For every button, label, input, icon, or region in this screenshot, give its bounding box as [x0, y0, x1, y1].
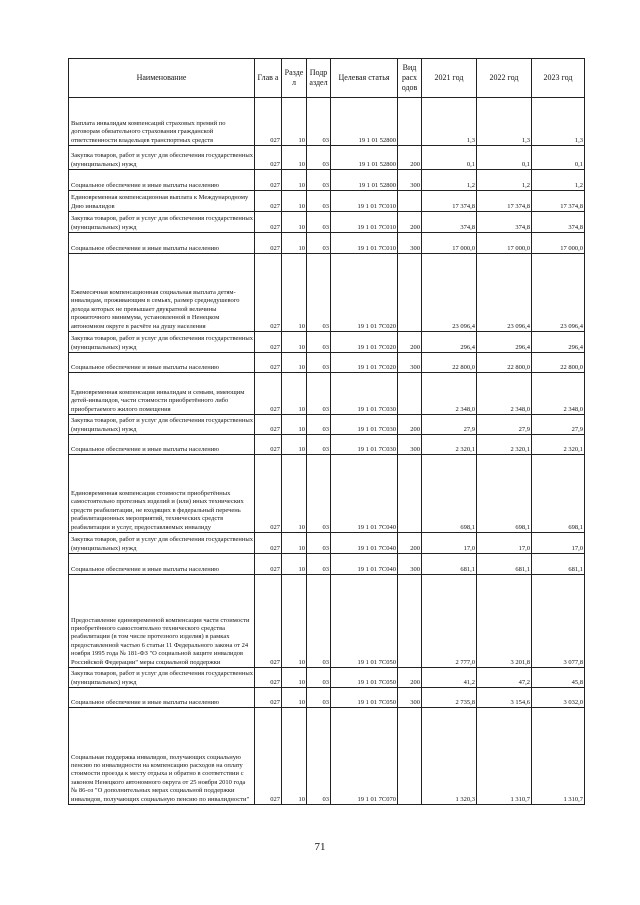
row-podrazdel-cell: 03 — [307, 254, 331, 332]
row-podrazdel-cell: 03 — [307, 455, 331, 533]
row-expense-type-cell: 300 — [398, 688, 422, 708]
row-2021-cell: 23 096,4 — [422, 254, 477, 332]
row-target-cell: 19 1 01 7С050 — [331, 688, 398, 708]
table-row — [69, 191, 585, 212]
row-2021-cell: 1,2 — [422, 170, 477, 191]
table-body — [69, 98, 585, 805]
row-expense-type-cell: 300 — [398, 170, 422, 191]
row-razdel-cell: 10 — [282, 415, 307, 435]
row-expense-type-cell — [398, 98, 422, 146]
row-razdel-cell: 10 — [282, 688, 307, 708]
row-razdel-cell: 10 — [282, 254, 307, 332]
row-podrazdel-cell: 03 — [307, 708, 331, 805]
row-expense-type-cell — [398, 191, 422, 212]
row-2021-cell: 374,8 — [422, 212, 477, 233]
row-target-cell: 19 1 01 7С030 — [331, 373, 398, 415]
row-2021-cell: 1,3 — [422, 98, 477, 146]
row-razdel-cell: 10 — [282, 554, 307, 575]
row-glava-cell: 027 — [255, 373, 282, 415]
row-target-cell: 19 1 01 7С050 — [331, 575, 398, 668]
row-2023-cell: 296,4 — [532, 332, 585, 353]
row-2022-cell: 2 320,1 — [477, 435, 532, 455]
row-podrazdel-cell: 03 — [307, 170, 331, 191]
row-glava-cell: 027 — [255, 170, 282, 191]
row-expense-type-cell: 300 — [398, 554, 422, 575]
row-glava-cell: 027 — [255, 98, 282, 146]
row-2022-cell: 22 800,0 — [477, 353, 532, 373]
row-glava-cell: 027 — [255, 212, 282, 233]
row-razdel-cell: 10 — [282, 98, 307, 146]
row-glava-cell: 027 — [255, 455, 282, 533]
row-2022-cell: 23 096,4 — [477, 254, 532, 332]
row-name-cell: Социальное обеспечение и иные выплаты населению — [69, 353, 255, 373]
row-razdel-cell: 10 — [282, 575, 307, 668]
row-2022-cell: 47,2 — [477, 668, 532, 688]
row-razdel-cell: 10 — [282, 332, 307, 353]
table-row — [69, 533, 585, 554]
row-2022-cell: 374,8 — [477, 212, 532, 233]
table-row — [69, 554, 585, 575]
row-2022-cell: 27,9 — [477, 415, 532, 435]
row-podrazdel-cell: 03 — [307, 191, 331, 212]
row-name-cell: Социальное обеспечение и иные выплаты населению — [69, 435, 255, 455]
table-row — [69, 353, 585, 373]
row-name-cell: Закупка товаров, работ и услуг для обеспечения государственных (муниципальных) нужд — [69, 533, 255, 554]
table-row — [69, 455, 585, 533]
row-name-cell: Единовременная компенсационная выплата к Международному Дню инвалидов — [69, 191, 255, 212]
row-target-cell: 19 1 01 52800 — [331, 146, 398, 170]
row-2021-cell: 27,9 — [422, 415, 477, 435]
table-row — [69, 98, 585, 146]
row-target-cell: 19 1 01 7С040 — [331, 554, 398, 575]
row-razdel-cell: 10 — [282, 233, 307, 254]
budget-table-sheet — [68, 58, 584, 805]
row-target-cell: 19 1 01 7С010 — [331, 233, 398, 254]
row-2021-cell: 41,2 — [422, 668, 477, 688]
row-2021-cell: 2 777,0 — [422, 575, 477, 668]
row-2022-cell: 681,1 — [477, 554, 532, 575]
row-2021-cell: 17 374,8 — [422, 191, 477, 212]
row-name-cell: Закупка товаров, работ и услуг для обеспечения государственных (муниципальных) нужд — [69, 415, 255, 435]
row-expense-type-cell: 200 — [398, 332, 422, 353]
row-expense-type-cell — [398, 455, 422, 533]
row-glava-cell: 027 — [255, 191, 282, 212]
row-expense-type-cell: 200 — [398, 668, 422, 688]
row-expense-type-cell — [398, 254, 422, 332]
row-podrazdel-cell: 03 — [307, 554, 331, 575]
row-2023-cell: 27,9 — [532, 415, 585, 435]
header-year-2021: 2021 год — [422, 59, 477, 98]
row-2023-cell: 1 310,7 — [532, 708, 585, 805]
row-podrazdel-cell: 03 — [307, 98, 331, 146]
header-glava: Глав а — [255, 59, 282, 98]
row-podrazdel-cell: 03 — [307, 533, 331, 554]
row-2023-cell: 698,1 — [532, 455, 585, 533]
row-name-cell: Единовременная компенсация стоимости приобретённых самостоятельно протезных изделий и (или) иных технических средств реабилитации, не входящих в федеральный перечень реабилитационных мероприятий, технических средств реабилитации и услуг, предоставляемых инвалиду — [69, 455, 255, 533]
header-year-2023: 2023 год — [532, 59, 585, 98]
row-glava-cell: 027 — [255, 254, 282, 332]
row-target-cell: 19 1 01 7С020 — [331, 254, 398, 332]
table-row — [69, 435, 585, 455]
row-2022-cell: 296,4 — [477, 332, 532, 353]
row-target-cell: 19 1 01 7С030 — [331, 415, 398, 435]
header-razdel: Разде л — [282, 59, 307, 98]
row-2023-cell: 17 374,8 — [532, 191, 585, 212]
row-target-cell: 19 1 01 7С010 — [331, 212, 398, 233]
row-podrazdel-cell: 03 — [307, 668, 331, 688]
row-2022-cell: 1 310,7 — [477, 708, 532, 805]
row-target-cell: 19 1 01 7С010 — [331, 191, 398, 212]
page-number: 71 — [314, 841, 326, 853]
row-glava-cell: 027 — [255, 668, 282, 688]
row-razdel-cell: 10 — [282, 435, 307, 455]
row-2022-cell: 3 201,8 — [477, 575, 532, 668]
table-row — [69, 233, 585, 254]
row-target-cell: 19 1 01 52800 — [331, 170, 398, 191]
row-name-cell: Ежемесячная компенсационная социальная выплата детям-инвалидам, проживающим в семьях, размер среднедушевого дохода которых не превышает двукратной величины прожиточного минимума, установленной в Ненецком автономном округе в расчёте на душу населения — [69, 254, 255, 332]
row-name-cell: Закупка товаров, работ и услуг для обеспечения государственных (муниципальных) нужд — [69, 146, 255, 170]
row-name-cell: Закупка товаров, работ и услуг для обеспечения государственных (муниципальных) нужд — [69, 332, 255, 353]
row-2021-cell: 681,1 — [422, 554, 477, 575]
row-glava-cell: 027 — [255, 688, 282, 708]
row-target-cell: 19 1 01 7С020 — [331, 353, 398, 373]
table-header-row — [69, 59, 585, 98]
row-2023-cell: 1,3 — [532, 98, 585, 146]
row-podrazdel-cell: 03 — [307, 233, 331, 254]
row-podrazdel-cell: 03 — [307, 688, 331, 708]
row-podrazdel-cell: 03 — [307, 146, 331, 170]
row-expense-type-cell: 300 — [398, 233, 422, 254]
row-podrazdel-cell: 03 — [307, 435, 331, 455]
row-expense-type-cell: 200 — [398, 533, 422, 554]
row-2022-cell: 1,3 — [477, 98, 532, 146]
row-glava-cell: 027 — [255, 415, 282, 435]
row-name-cell: Социальное обеспечение и иные выплаты населению — [69, 233, 255, 254]
row-name-cell: Закупка товаров, работ и услуг для обеспечения государственных (муниципальных) нужд — [69, 212, 255, 233]
row-2023-cell: 22 800,0 — [532, 353, 585, 373]
row-glava-cell: 027 — [255, 533, 282, 554]
row-razdel-cell: 10 — [282, 212, 307, 233]
table-row — [69, 212, 585, 233]
row-2021-cell: 22 800,0 — [422, 353, 477, 373]
header-podrazdel: Подр аздел — [307, 59, 331, 98]
table-row — [69, 575, 585, 668]
header-expense-type: Вид расх одов — [398, 59, 422, 98]
row-podrazdel-cell: 03 — [307, 212, 331, 233]
row-target-cell: 19 1 01 52800 — [331, 98, 398, 146]
row-expense-type-cell — [398, 575, 422, 668]
row-2023-cell: 23 096,4 — [532, 254, 585, 332]
row-name-cell: Социальная поддержка инвалидов, получающих социальную пенсию по инвалидности на компенсацию расходов на оплату стоимости проезда к месту отдыха и обратно в соответствии с законом Ненецкого автономного округа от 25 ноября 2010 года № 86-оз "О дополнительных мерах социальной поддержки инвалидов, получающих социальную пенсию по инвалидности" — [69, 708, 255, 805]
table-row — [69, 332, 585, 353]
row-2023-cell: 2 348,0 — [532, 373, 585, 415]
row-razdel-cell: 10 — [282, 708, 307, 805]
row-glava-cell: 027 — [255, 233, 282, 254]
header-target-article: Целевая статья — [331, 59, 398, 98]
table-row — [69, 415, 585, 435]
row-target-cell: 19 1 01 7С040 — [331, 455, 398, 533]
row-2023-cell: 1,2 — [532, 170, 585, 191]
row-2022-cell: 698,1 — [477, 455, 532, 533]
row-name-cell: Предоставление единовременной компенсации части стоимости приобретённого самостоятельно технического средства реабилитации (в том числе протезного изделия) в рамках предоставленной частью 6 статьи 11 Федерального закона от 24 ноября 1995 года № 181-ФЗ "О социальной защите инвалидов Российской Федерации" меры социальной поддержки — [69, 575, 255, 668]
row-expense-type-cell: 200 — [398, 146, 422, 170]
row-razdel-cell: 10 — [282, 353, 307, 373]
table-row — [69, 668, 585, 688]
row-expense-type-cell: 200 — [398, 212, 422, 233]
row-2022-cell: 17,0 — [477, 533, 532, 554]
budget-table — [68, 58, 585, 805]
row-target-cell: 19 1 01 7С030 — [331, 435, 398, 455]
row-razdel-cell: 10 — [282, 191, 307, 212]
row-glava-cell: 027 — [255, 554, 282, 575]
row-razdel-cell: 10 — [282, 668, 307, 688]
row-glava-cell: 027 — [255, 435, 282, 455]
row-2021-cell: 0,1 — [422, 146, 477, 170]
row-expense-type-cell: 300 — [398, 435, 422, 455]
row-target-cell: 19 1 01 7С050 — [331, 668, 398, 688]
row-target-cell: 19 1 01 7С070 — [331, 708, 398, 805]
row-expense-type-cell — [398, 373, 422, 415]
row-2021-cell: 296,4 — [422, 332, 477, 353]
row-name-cell: Социальное обеспечение и иные выплаты населению — [69, 554, 255, 575]
row-2023-cell: 17,0 — [532, 533, 585, 554]
row-expense-type-cell — [398, 708, 422, 805]
table-row — [69, 708, 585, 805]
row-razdel-cell: 10 — [282, 373, 307, 415]
row-2021-cell: 698,1 — [422, 455, 477, 533]
row-2022-cell: 2 348,0 — [477, 373, 532, 415]
row-expense-type-cell: 300 — [398, 353, 422, 373]
row-name-cell: Единовременная компенсация инвалидам и семьям, имеющим детей-инвалидов, части стоимости приобретённого либо приобретаемого жилого помещения — [69, 373, 255, 415]
row-2023-cell: 17 000,0 — [532, 233, 585, 254]
row-2021-cell: 17,0 — [422, 533, 477, 554]
row-2022-cell: 0,1 — [477, 146, 532, 170]
row-2023-cell: 0,1 — [532, 146, 585, 170]
row-razdel-cell: 10 — [282, 533, 307, 554]
row-2022-cell: 17 374,8 — [477, 191, 532, 212]
row-2022-cell: 1,2 — [477, 170, 532, 191]
row-glava-cell: 027 — [255, 575, 282, 668]
row-razdel-cell: 10 — [282, 146, 307, 170]
row-podrazdel-cell: 03 — [307, 353, 331, 373]
table-row — [69, 373, 585, 415]
row-name-cell: Социальное обеспечение и иные выплаты населению — [69, 170, 255, 191]
header-name: Наименование — [69, 59, 255, 98]
row-target-cell: 19 1 01 7С040 — [331, 533, 398, 554]
row-glava-cell: 027 — [255, 353, 282, 373]
row-2023-cell: 3 077,8 — [532, 575, 585, 668]
row-2021-cell: 2 348,0 — [422, 373, 477, 415]
row-podrazdel-cell: 03 — [307, 373, 331, 415]
header-year-2022: 2022 год — [477, 59, 532, 98]
row-name-cell: Социальное обеспечение и иные выплаты населению — [69, 688, 255, 708]
row-2023-cell: 2 320,1 — [532, 435, 585, 455]
row-2021-cell: 17 000,0 — [422, 233, 477, 254]
row-2023-cell: 45,8 — [532, 668, 585, 688]
row-name-cell: Закупка товаров, работ и услуг для обеспечения государственных (муниципальных) нужд — [69, 668, 255, 688]
row-glava-cell: 027 — [255, 332, 282, 353]
row-2023-cell: 681,1 — [532, 554, 585, 575]
row-glava-cell: 027 — [255, 708, 282, 805]
table-row — [69, 688, 585, 708]
table-row — [69, 254, 585, 332]
row-target-cell: 19 1 01 7С020 — [331, 332, 398, 353]
row-2023-cell: 374,8 — [532, 212, 585, 233]
row-expense-type-cell: 200 — [398, 415, 422, 435]
row-podrazdel-cell: 03 — [307, 332, 331, 353]
row-podrazdel-cell: 03 — [307, 415, 331, 435]
row-2023-cell: 3 032,0 — [532, 688, 585, 708]
row-2022-cell: 3 154,6 — [477, 688, 532, 708]
row-2021-cell: 1 320,3 — [422, 708, 477, 805]
row-2021-cell: 2 735,8 — [422, 688, 477, 708]
row-razdel-cell: 10 — [282, 170, 307, 191]
table-row — [69, 146, 585, 170]
row-glava-cell: 027 — [255, 146, 282, 170]
row-2021-cell: 2 320,1 — [422, 435, 477, 455]
row-2022-cell: 17 000,0 — [477, 233, 532, 254]
row-podrazdel-cell: 03 — [307, 575, 331, 668]
row-razdel-cell: 10 — [282, 455, 307, 533]
table-row — [69, 170, 585, 191]
row-name-cell: Выплата инвалидам компенсаций страховых премий по договорам обязательного страхования гражданской ответственности владельцев транспортных средств — [69, 98, 255, 146]
